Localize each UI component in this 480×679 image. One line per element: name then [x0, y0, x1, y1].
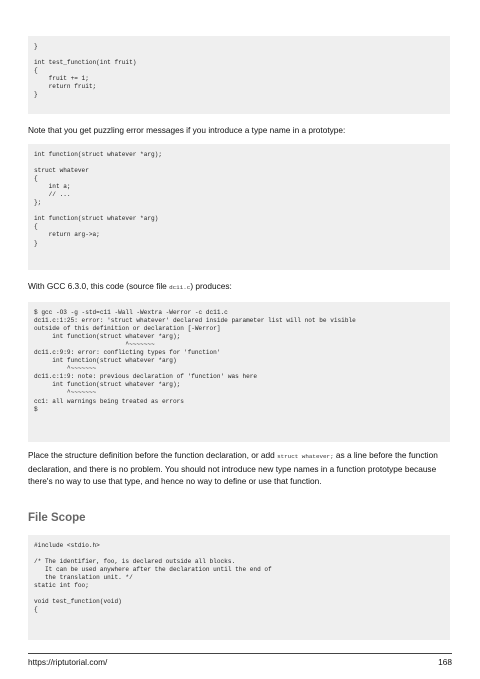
- paragraph-text: Place the structure definition before the function declaration, or add: [28, 450, 278, 460]
- footer-url-link[interactable]: https://riptutorial.com/: [28, 657, 108, 667]
- code-block-file-scope: #include <stdio.h> /* The identifier, foo, is declared outside all blocks. It can be used anywhere after the declaration until the end of the translation unit. */ static int foo; void test_function(void) {: [28, 535, 450, 640]
- paragraph-text: ) produces:: [190, 281, 232, 291]
- paragraph-explanation: [28, 449, 452, 487]
- footer-divider: [28, 653, 452, 654]
- section-heading: File Scope: [28, 512, 86, 524]
- code-block-test-function: } int test_function(int fruit) { fruit += 1; return fruit; }: [28, 36, 450, 114]
- code-block-compiler-errors: $ gcc -O3 -g -std=c11 -Wall -Wextra -Werror -c dc11.c dc11.c:1:25: error: 'struct whatever' declared inside parameter list will not be visible outside of this definition or declaration [-Werror] int function(struct whatever *arg); ^~~~~~~~ dc11.c:9:9: error: conflicting types for 'function' int function(struct whatever *arg) ^~~~~~~~ dc11.c:1:9: note: previous declaration of 'function' was here int function(struct whatever *arg); ^~~~~~~~ cc1: all warnings being treated as errors $: [28, 302, 450, 442]
- inline-code-filename: dc11.c: [169, 284, 191, 291]
- paragraph-text: as a line before the function declaration, and there is no problem. You should not introduce new type names in a function prototype because there's no way to use that type, and hence no way to define or use that function.: [28, 450, 438, 486]
- inline-code-struct: struct whatever;: [277, 453, 334, 460]
- page-number: 168: [438, 657, 452, 667]
- paragraph-text: With GCC 6.3.0, this code (source file: [28, 281, 170, 291]
- code-block-struct-whatever: int function(struct whatever *arg); struct whatever { int a; // ... }; int function(struct whatever *arg) { return arg->a; }: [28, 144, 450, 270]
- paragraph-gcc-output-intro: [28, 280, 452, 294]
- paragraph-prototype-note: Note that you get puzzling error messages if you introduce a type name in a prototype:: [28, 125, 346, 135]
